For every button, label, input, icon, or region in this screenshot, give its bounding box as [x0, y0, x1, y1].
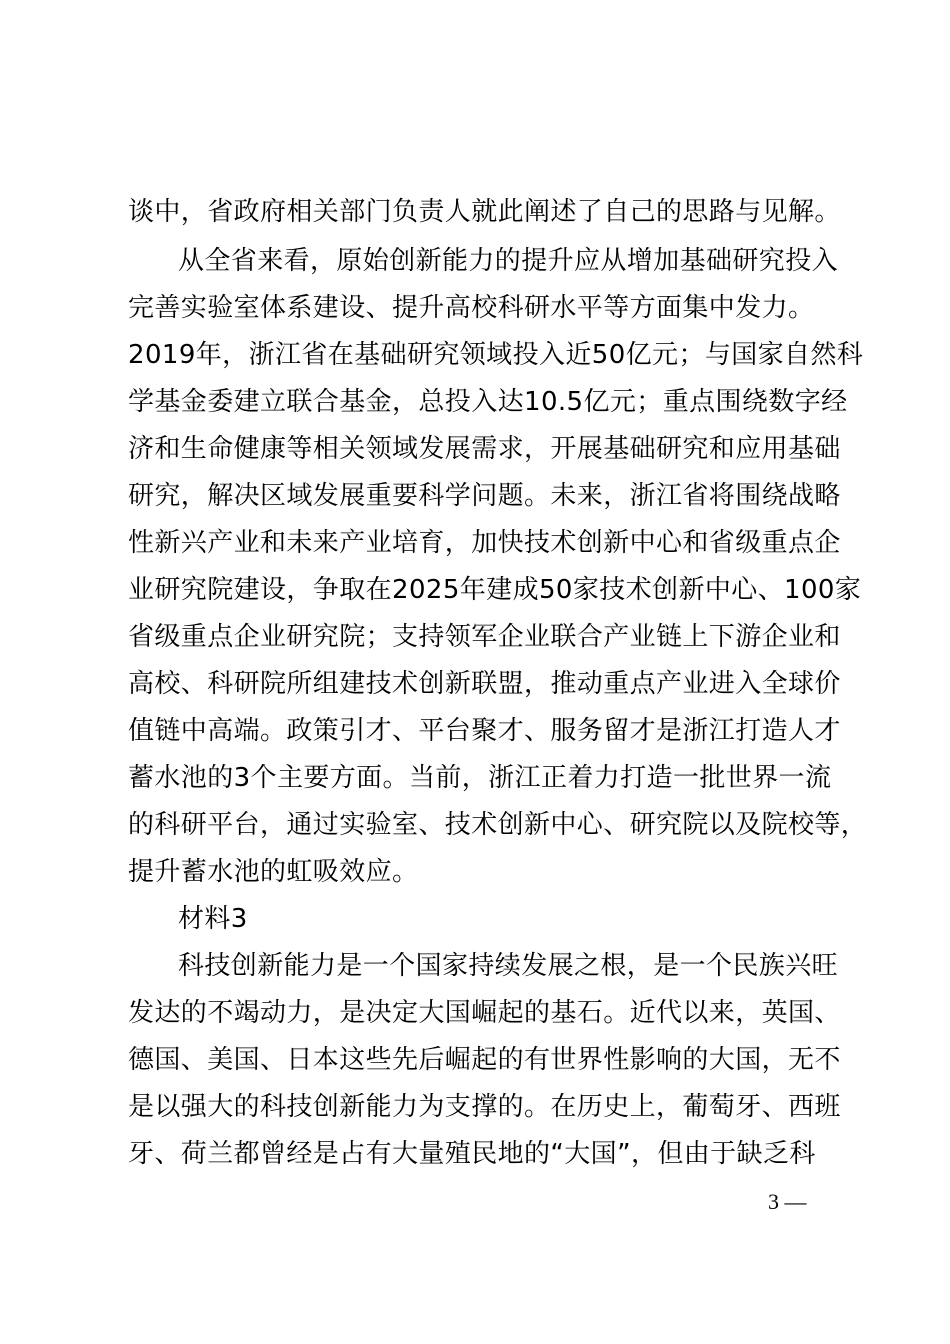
text-line-3: 完善实验室体系建设、提升高校科研水平等方面集中发力。	[128, 293, 815, 323]
text-line-11: 高校、科研院所组建技术创新联盟，推动重点产业进入全球价	[128, 669, 841, 699]
text-line-15: 提升蓄水池的虹吸效应。	[128, 857, 419, 887]
text-line-20: 是以强大的科技创新能力为支撑的。在历史上，葡萄牙、西班	[128, 1092, 841, 1122]
text-line-9: 业研究院建设，争取在2025年建成50家技术创新中心、100家	[128, 575, 862, 605]
text-line-14: 的科研平台，通过实验室、技术创新中心、研究院以及院校等，	[128, 810, 868, 840]
text-line-4: 2019年，浙江省在基础研究领域投入近50亿元；与国家自然科	[128, 340, 864, 370]
text-line-12: 值链中高端。政策引才、平台聚才、服务留才是浙江打造人才	[128, 716, 841, 746]
text-line-19: 德国、美国、日本这些先后崛起的有世界性影响的大国，无不	[128, 1045, 841, 1075]
text-line-18: 发达的不竭动力，是决定大国崛起的基石。近代以来，英国、	[128, 998, 841, 1028]
text-line-21: 牙、荷兰都曾经是占有大量殖民地的“大国”，但由于缺乏科	[128, 1139, 816, 1169]
text-line-8: 性新兴产业和未来产业培育，加快技术创新中心和省级重点企	[128, 528, 841, 558]
text-line-13: 蓄水池的3个主要方面。当前，浙江正着力打造一批世界一流	[128, 763, 832, 793]
text-line-6: 济和生命健康等相关领域发展需求，开展基础研究和应用基础	[128, 434, 841, 464]
text-line-10: 省级重点企业研究院；支持领军企业联合产业链上下游企业和	[128, 622, 841, 652]
page-number: 3 —	[768, 1189, 807, 1214]
text-line-7: 研究，解决区域发展重要科学问题。未来，浙江省将围绕战略	[128, 481, 841, 511]
text-line-2: 从全省来看，原始创新能力的提升应从增加基础研究投入	[178, 246, 839, 276]
material-heading: 材料3	[178, 904, 248, 934]
text-line-17: 科技创新能力是一个国家持续发展之根，是一个民族兴旺	[178, 951, 839, 981]
text-line-1: 谈中，省政府相关部门负责人就此阐述了自己的思路与见解。	[128, 197, 841, 227]
text-line-5: 学基金委建立联合基金，总投入达10.5亿元；重点围绕数字经	[128, 387, 848, 417]
